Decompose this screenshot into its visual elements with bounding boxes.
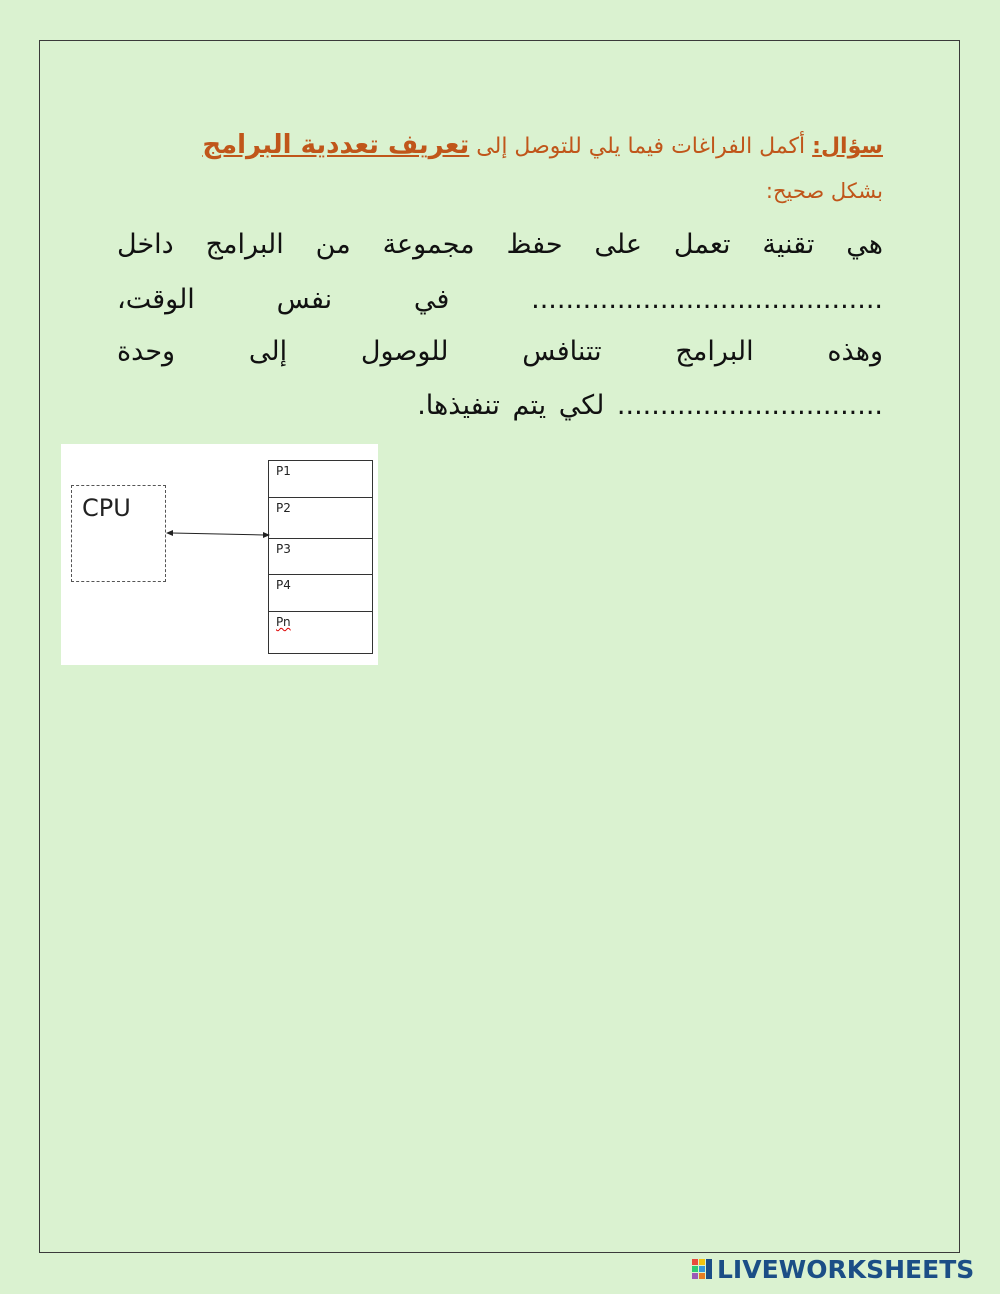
question-prompt: أكمل الفراغات فيما يلي للتوصل إلى [469, 134, 813, 159]
cpu-label: CPU [82, 494, 131, 522]
cpu-box [71, 485, 166, 582]
process-cell [269, 461, 372, 498]
arrow-head-left [166, 530, 173, 536]
process-cell [269, 498, 372, 539]
multiprogramming-diagram [61, 444, 378, 665]
paragraph-line-1: هي تقنية تعمل على حفظ مجموعة من البرامج داخل [117, 229, 883, 260]
question-term: تعريف تعددية البرامج [202, 130, 470, 160]
process-label: P1 [276, 464, 291, 478]
process-cell [269, 612, 372, 653]
liveworksheets-brand [692, 1256, 992, 1284]
paragraph-line-2: ......................................... في نفس الوقت، [117, 284, 883, 315]
question-continuation: بشكل صحيح: [765, 179, 883, 203]
question-label: سؤال: [812, 134, 883, 159]
process-label: P3 [276, 542, 291, 556]
process-label: Pn [276, 615, 291, 629]
process-cell [269, 539, 372, 575]
brand-name: LIVEWORKSHEETS [717, 1255, 975, 1284]
process-label: P4 [276, 578, 291, 592]
paragraph-line-4: ............................... لكي يتم تنفيذها. [417, 390, 883, 421]
question-line [115, 123, 883, 169]
paragraph-line-3: وهذه البرامج تتنافس للوصول إلى وحدة [117, 336, 883, 367]
process-cell [269, 575, 372, 612]
process-label: P2 [276, 501, 291, 515]
liveworksheets-logo-icon [692, 1259, 714, 1281]
memory-stack [268, 460, 373, 654]
